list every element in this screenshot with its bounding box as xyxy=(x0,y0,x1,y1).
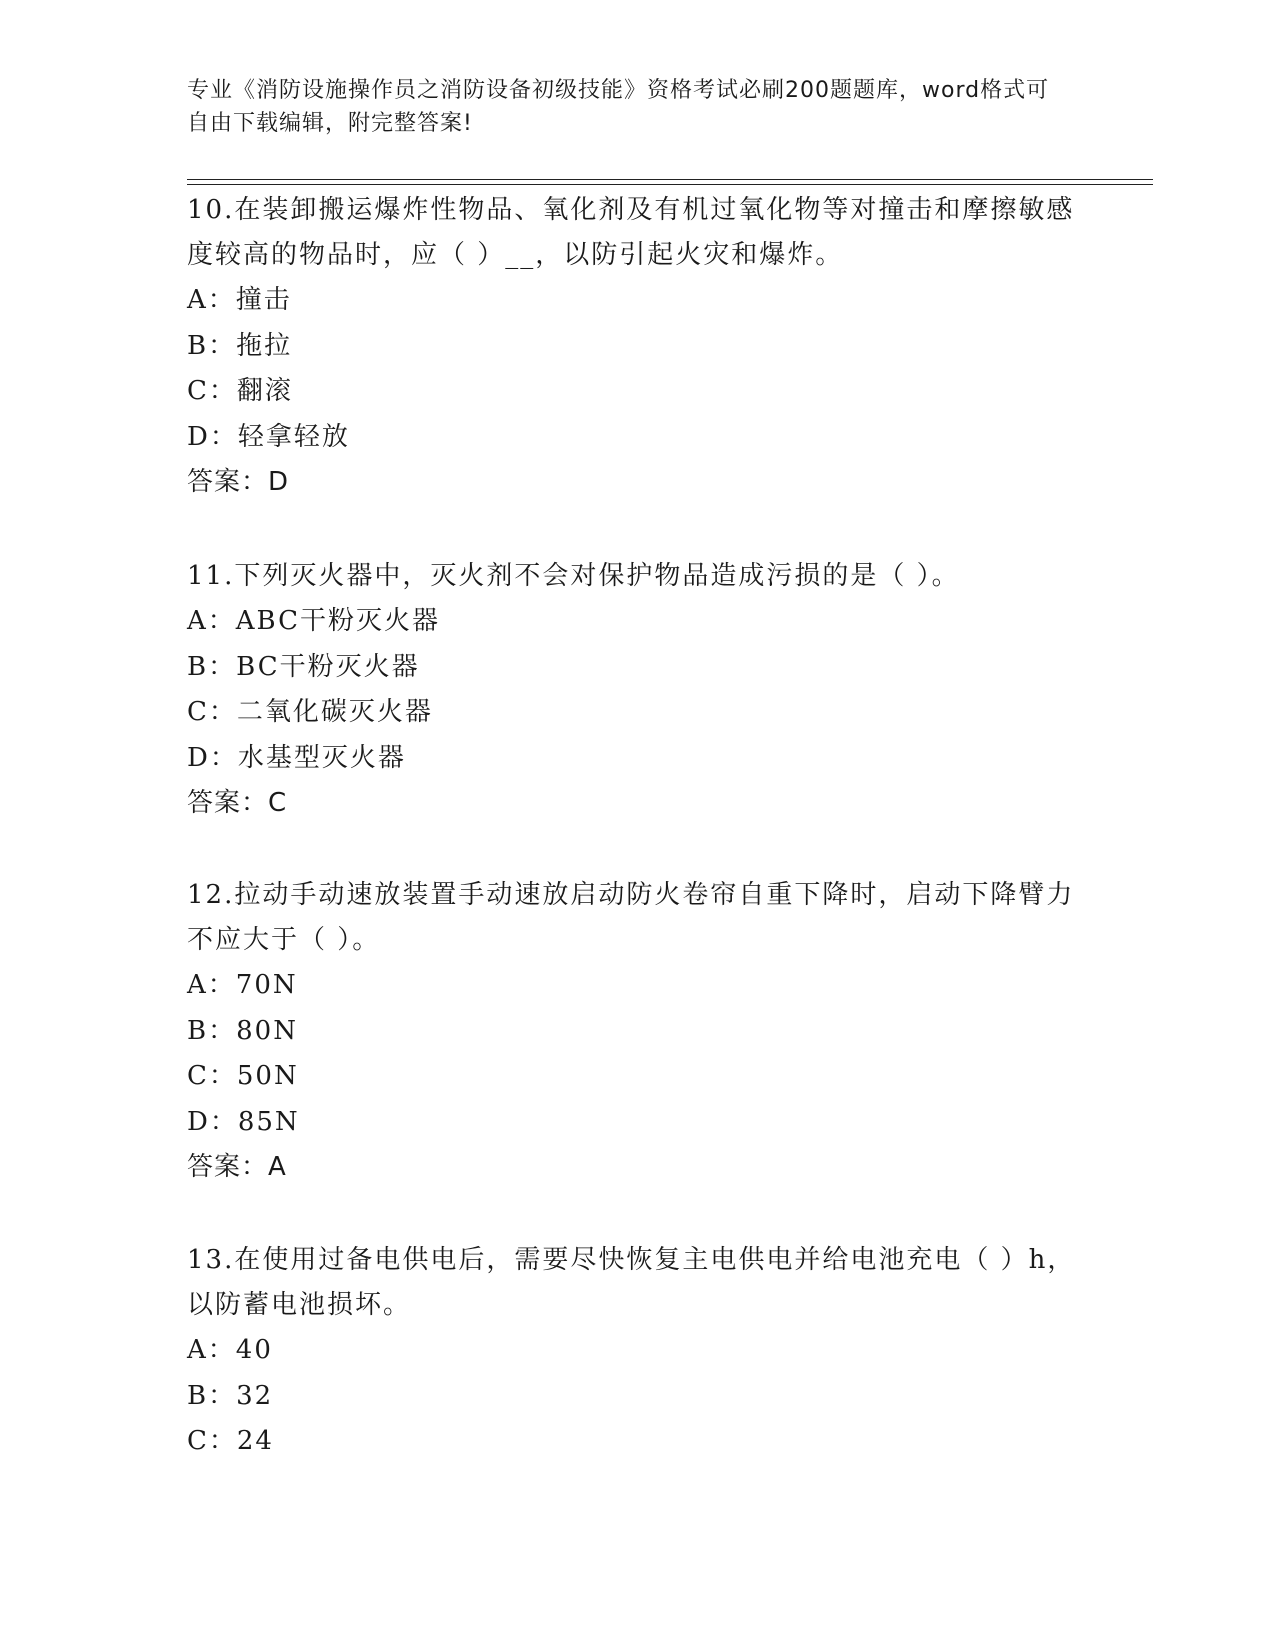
option-c: C：二氧化碳灭火器 xyxy=(187,697,433,727)
option-d: D：轻拿轻放 xyxy=(187,421,350,452)
answer-line: 答案：C xyxy=(187,788,288,818)
option-c: C：24 xyxy=(187,1426,274,1456)
question-11 xyxy=(187,554,1087,826)
question-stem: 13.在使用过备电供电后，需要尽快恢复主电供电并给电池充电（ ）h，以防蓄电池损坏。 xyxy=(187,1245,1076,1320)
answer-line: 答案：D xyxy=(187,467,290,497)
header-divider-bottom xyxy=(187,184,1153,185)
question-stem: 10.在装卸搬运爆炸性物品、氧化剂及有机过氧化物等对撞击和摩擦敏感度较高的物品时，应（ ）__，以防引起火灾和爆炸。 xyxy=(187,195,1075,270)
option-b: B：拖拉 xyxy=(187,330,293,361)
option-a: A：ABC干粉灭火器 xyxy=(187,606,441,636)
option-a: A：40 xyxy=(187,1335,273,1365)
question-stem: 11.下列灭火器中，灭火剂不会对保护物品造成污损的是（ ）。 xyxy=(187,561,960,591)
option-b: B：80N xyxy=(187,1015,298,1046)
question-10 xyxy=(187,188,1087,505)
option-c: C：翻滚 xyxy=(187,376,293,406)
question-12 xyxy=(187,873,1087,1190)
header-divider-top xyxy=(187,179,1153,180)
option-d: D：水基型灭火器 xyxy=(187,742,406,773)
answer-line: 答案：A xyxy=(187,1152,287,1182)
option-c: C：50N xyxy=(187,1061,299,1091)
option-a: A：70N xyxy=(187,970,298,1000)
question-stem: 12.拉动手动速放装置手动速放启动防火卷帘自重下降时，启动下降臂力不应大于（ ）。 xyxy=(187,880,1075,955)
option-a: A：撞击 xyxy=(187,285,292,315)
option-b: B：BC干粉灭火器 xyxy=(187,651,420,682)
question-13 xyxy=(187,1238,1087,1465)
document-header: 专业《消防设施操作员之消防设备初级技能》资格考试必刷200题题库，word格式可自由下载编辑，附完整答案! xyxy=(187,78,1050,136)
option-d: D：85N xyxy=(187,1106,300,1137)
option-b: B：32 xyxy=(187,1380,274,1411)
